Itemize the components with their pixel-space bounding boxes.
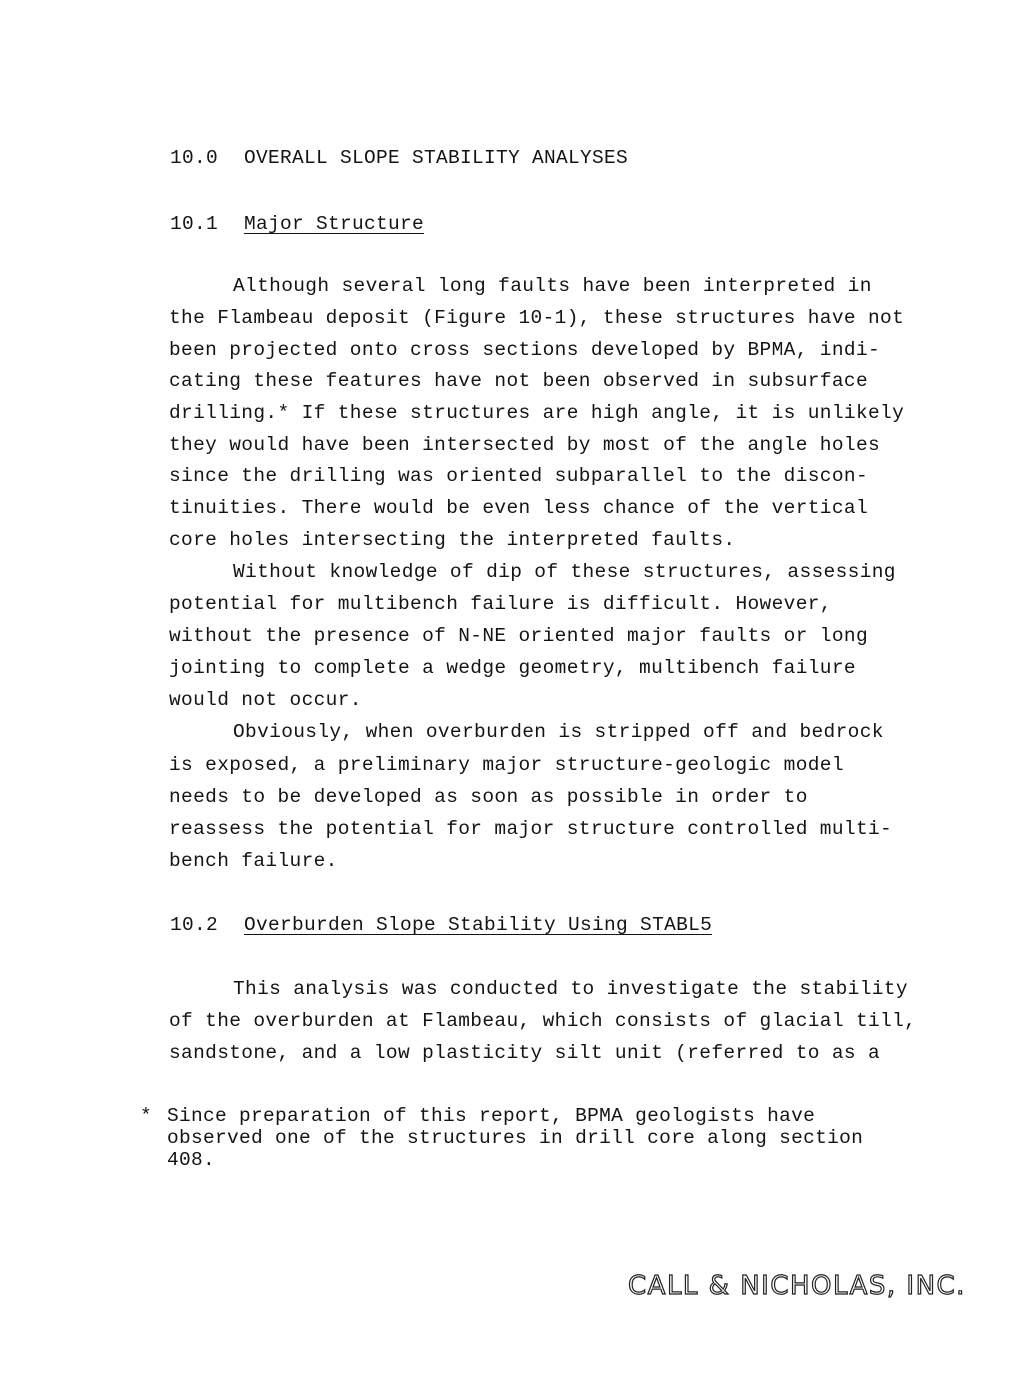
body-line: would not occur. [169, 689, 362, 711]
body-line: bench failure. [169, 850, 338, 872]
footnote-marker: * [140, 1105, 153, 1127]
section-title: Overburden Slope Stability Using STABL5 [244, 914, 713, 936]
footnote-line: Since preparation of this report, BPMA geologists have [167, 1105, 816, 1127]
company-logo: CALL & NICHOLAS, INC. [628, 1271, 966, 1301]
body-line: jointing to complete a wedge geometry, multibench failure [169, 657, 856, 679]
body-line: of the overburden at Flambeau, which consists of glacial till, [169, 1010, 917, 1032]
body-line: they would have been intersected by most of the angle holes [169, 434, 881, 456]
footnote-line: observed one of the structures in drill core along section [167, 1127, 864, 1149]
body-line: tinuities. There would be even less chance of the vertical [169, 497, 869, 519]
body-line: Without knowledge of dip of these structures, assessing [233, 561, 896, 583]
body-line: is exposed, a preliminary major structure-geologic model [169, 754, 844, 776]
body-line: been projected onto cross sections developed by BPMA, indi- [169, 339, 881, 361]
footnote-line: 408. [167, 1149, 216, 1171]
footnote [140, 1105, 960, 1175]
section-number: 10.2 [170, 914, 219, 936]
body-line: This analysis was conducted to investigate the stability [233, 978, 908, 1000]
body-line: Although several long faults have been interpreted in [233, 275, 872, 297]
body-line: core holes intersecting the interpreted faults. [169, 529, 736, 551]
body-line: Obviously, when overburden is stripped off and bedrock [233, 721, 884, 743]
section-title: OVERALL SLOPE STABILITY ANALYSES [244, 147, 629, 169]
body-line: sandstone, and a low plasticity silt unit (referred to as a [169, 1042, 881, 1064]
section-heading-10-1 [170, 212, 424, 236]
body-line: the Flambeau deposit (Figure 10-1), these structures have not [169, 307, 905, 329]
body-line: reassess the potential for major structure controlled multi- [169, 818, 893, 840]
body-line: without the presence of N-NE oriented major faults or long [169, 625, 869, 647]
section-number: 10.1 [170, 213, 219, 235]
body-line: cating these features have not been observed in subsurface [169, 370, 869, 392]
body-line: potential for multibench failure is difficult. However, [169, 593, 832, 615]
body-line: drilling.* If these structures are high angle, it is unlikely [169, 402, 905, 424]
section-heading-10-0 [170, 146, 628, 170]
body-line: since the drilling was oriented subparallel to the discon- [169, 465, 869, 487]
section-title: Major Structure [244, 213, 425, 235]
body-line: needs to be developed as soon as possible in order to [169, 786, 808, 808]
section-heading-10-2 [170, 913, 712, 937]
section-number: 10.0 [170, 147, 219, 169]
